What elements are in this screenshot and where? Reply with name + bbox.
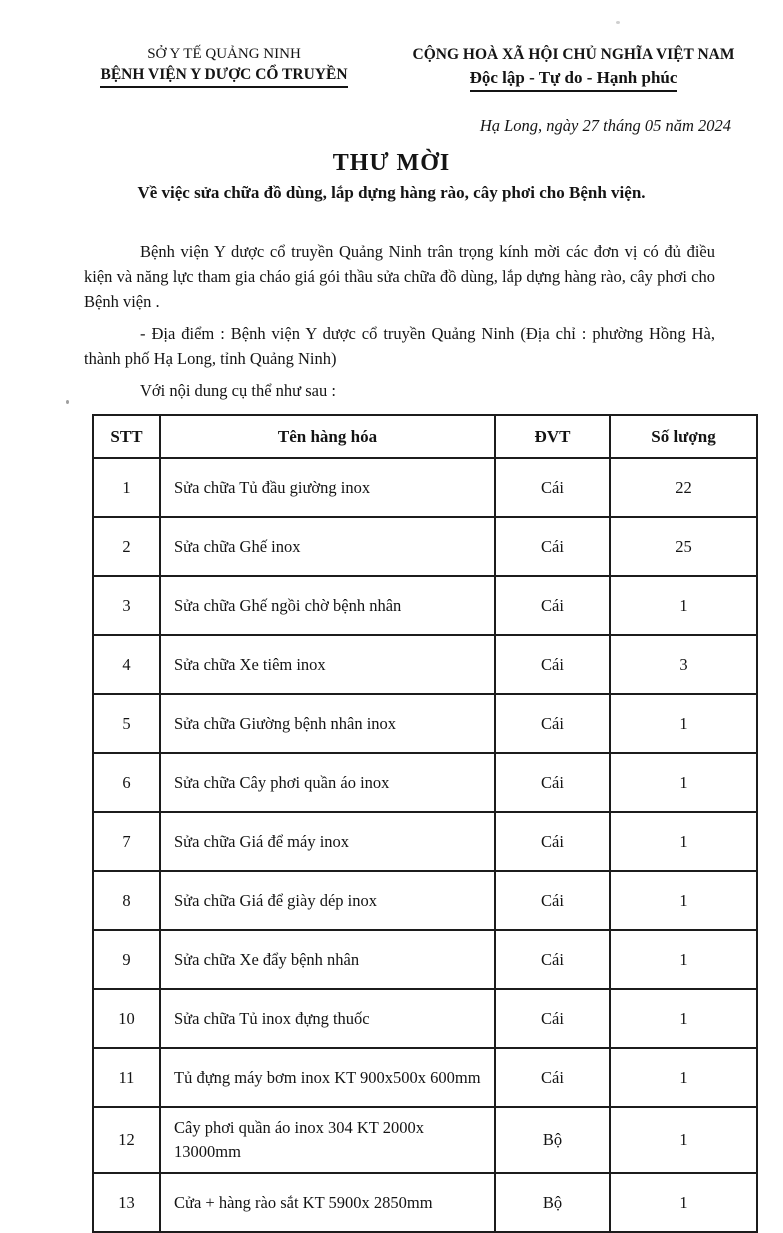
letterhead <box>0 0 783 92</box>
cell-unit: Cái <box>495 812 610 871</box>
cell-quantity: 3 <box>610 635 757 694</box>
cell-item-name: Cửa + hàng rào sắt KT 5900x 2850mm <box>160 1173 495 1232</box>
cell-item-name: Sửa chữa Tủ đầu giường inox <box>160 458 495 517</box>
cell-item-name: Sửa chữa Cây phơi quần áo inox <box>160 753 495 812</box>
cell-stt: 1 <box>93 458 160 517</box>
cell-unit: Cái <box>495 635 610 694</box>
cell-stt: 8 <box>93 871 160 930</box>
dateline: Hạ Long, ngày 27 tháng 05 năm 2024 <box>479 116 731 135</box>
cell-unit: Cái <box>495 576 610 635</box>
issuing-org-block <box>56 46 392 92</box>
cell-quantity: 22 <box>610 458 757 517</box>
cell-quantity: 1 <box>610 1048 757 1107</box>
cell-stt: 2 <box>93 517 160 576</box>
cell-unit: Cái <box>495 517 610 576</box>
document-title: THƯ MỜI <box>332 150 451 176</box>
cell-item-name: Sửa chữa Tủ inox đựng thuốc <box>160 989 495 1048</box>
cell-unit: Cái <box>495 930 610 989</box>
national-motto-line <box>392 68 755 92</box>
cell-item-name: Sửa chữa Giá để máy inox <box>160 812 495 871</box>
cell-stt: 11 <box>93 1048 160 1107</box>
table-row <box>93 1107 757 1173</box>
scan-speck <box>616 21 620 24</box>
paragraph-contents-intro: Với nội dung cụ thể như sau : <box>140 381 336 400</box>
cell-unit: Cái <box>495 753 610 812</box>
cell-quantity: 1 <box>610 812 757 871</box>
cell-item-name: Tủ đựng máy bơm inox KT 900x500x 600mm <box>160 1048 495 1107</box>
cell-stt: 4 <box>93 635 160 694</box>
cell-unit: Bộ <box>495 1173 610 1232</box>
cell-unit: Cái <box>495 458 610 517</box>
org-name: BỆNH VIỆN Y DƯỢC CỔ TRUYỀN <box>100 66 347 88</box>
cell-stt: 7 <box>93 812 160 871</box>
national-motto: Độc lập - Tự do - Hạnh phúc <box>470 68 678 92</box>
table-row <box>93 517 757 576</box>
paragraph-location: - Địa điểm : Bệnh viện Y dược cổ truyền Quảng Ninh (Địa chỉ : phường Hồng Hà, thành phố Hạ Long, tỉnh Quảng Ninh) <box>84 324 715 368</box>
national-title: CỘNG HOÀ XÃ HỘI CHỦ NGHĨA VIỆT NAM <box>412 46 735 63</box>
items-table-head <box>93 415 757 458</box>
cell-unit: Cái <box>495 989 610 1048</box>
table-row <box>93 753 757 812</box>
cell-unit: Bộ <box>495 1107 610 1173</box>
cell-quantity: 1 <box>610 753 757 812</box>
cell-stt: 10 <box>93 989 160 1048</box>
scan-speck <box>66 400 69 404</box>
org-parent-name: SỞ Y TẾ QUẢNG NINH <box>147 46 301 62</box>
table-row <box>93 871 757 930</box>
table-row <box>93 812 757 871</box>
cell-quantity: 1 <box>610 1173 757 1232</box>
cell-item-name: Sửa chữa Giá để giày dép inox <box>160 871 495 930</box>
table-row <box>93 635 757 694</box>
paragraph-invitation: Bệnh viện Y dược cổ truyền Quảng Ninh trân trọng kính mời các đơn vị có đủ điều kiện và năng lực tham gia cháo giá gói thầu sửa chữa đồ dùng, lắp dựng hàng rào, cây phơi cho Bệnh viện . <box>84 242 715 311</box>
table-row <box>93 930 757 989</box>
cell-unit: Cái <box>495 871 610 930</box>
cell-item-name: Sửa chữa Giường bệnh nhân inox <box>160 694 495 753</box>
cell-stt: 6 <box>93 753 160 812</box>
table-header-row <box>93 415 757 458</box>
table-row <box>93 1048 757 1107</box>
cell-item-name: Sửa chữa Ghế inox <box>160 517 495 576</box>
col-header-unit: ĐVT <box>495 415 610 458</box>
cell-quantity: 1 <box>610 871 757 930</box>
col-header-quantity: Số lượng <box>610 415 757 458</box>
cell-item-name: Sửa chữa Xe tiêm inox <box>160 635 495 694</box>
cell-stt: 12 <box>93 1107 160 1173</box>
cell-quantity: 1 <box>610 989 757 1048</box>
table-row <box>93 989 757 1048</box>
cell-quantity: 1 <box>610 930 757 989</box>
cell-quantity: 1 <box>610 576 757 635</box>
table-row <box>93 694 757 753</box>
cell-stt: 9 <box>93 930 160 989</box>
cell-quantity: 25 <box>610 517 757 576</box>
cell-stt: 3 <box>93 576 160 635</box>
items-table <box>92 414 758 1233</box>
table-row <box>93 1173 757 1232</box>
document-subject: Về việc sửa chữa đồ dùng, lắp dựng hàng rào, cây phơi cho Bệnh viện. <box>137 183 646 202</box>
cell-item-name: Sửa chữa Ghế ngồi chờ bệnh nhân <box>160 576 495 635</box>
table-row <box>93 576 757 635</box>
cell-quantity: 1 <box>610 1107 757 1173</box>
cell-unit: Cái <box>495 694 610 753</box>
col-header-stt: STT <box>93 415 160 458</box>
cell-quantity: 1 <box>610 694 757 753</box>
col-header-item-name: Tên hàng hóa <box>160 415 495 458</box>
items-table-body <box>93 458 757 1232</box>
cell-stt: 13 <box>93 1173 160 1232</box>
cell-item-name: Cây phơi quần áo inox 304 KT 2000x 13000mm <box>160 1107 495 1173</box>
table-row <box>93 458 757 517</box>
national-header-block <box>392 46 783 92</box>
cell-unit: Cái <box>495 1048 610 1107</box>
cell-stt: 5 <box>93 694 160 753</box>
org-name-line <box>56 66 392 88</box>
cell-item-name: Sửa chữa Xe đẩy bệnh nhân <box>160 930 495 989</box>
